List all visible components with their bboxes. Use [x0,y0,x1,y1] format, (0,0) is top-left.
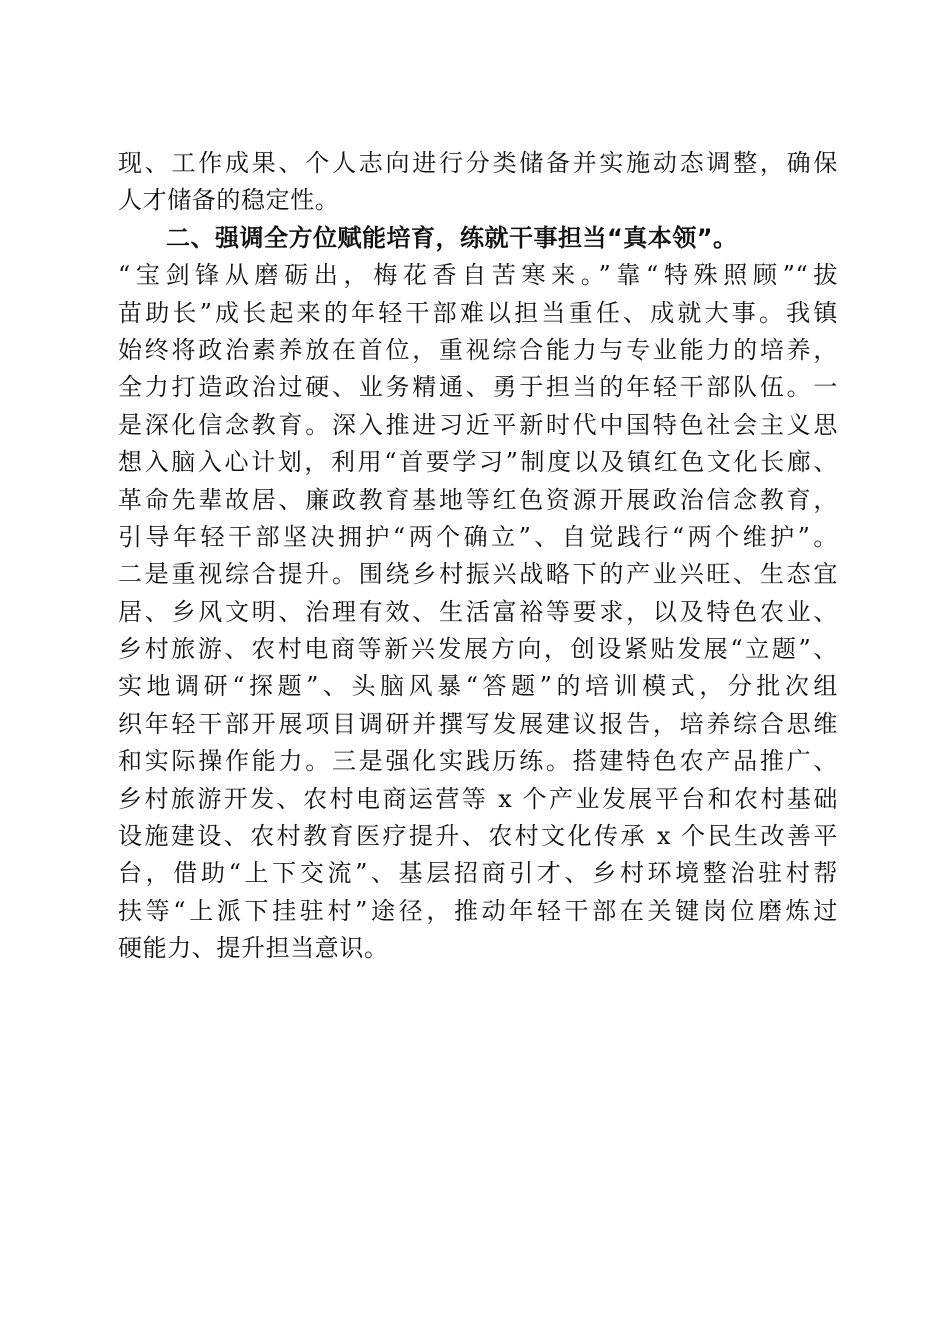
text-line: 现、工作成果、个人志向进行分类储备并实施动态调整，确保 [118,149,838,177]
text-line: 乡村旅游、农村电商等新兴发展方向，创设紧贴发展“立题”、 [118,635,838,664]
text-line: 和实际操作能力。三是强化实践历练。搭建特色农产品推广、 [118,747,838,776]
text-line: 实地调研“探题”、头脑风暴“答题”的培训模式，分批次组 [118,672,838,701]
text-line: 苗助长”成长起来的年轻干部难以担当重任、成就大事。我镇 [118,298,838,327]
text-line: 全力打造政治过硬、业务精通、勇于担当的年轻干部队伍。一 [118,373,838,402]
text-line: 二是重视综合提升。围绕乡村振兴战略下的产业兴旺、生态宜 [118,560,838,589]
text-line: 乡村旅游开发、农村电商运营等 x 个产业发展平台和农村基础 [118,784,838,813]
text-line: 居、乡风文明、治理有效、生活富裕等要求，以及特色农业、 [118,597,838,626]
text-line: 引导年轻干部坚决拥护“两个确立”、自觉践行“两个维护”。 [118,522,838,551]
text-line: “宝剑锋从磨砺出，梅花香自苦寒来。”靠“特殊照顾”“拔 [118,261,838,290]
text-line: 想入脑入心计划，利用“首要学习”制度以及镇红色文化长廊、 [118,448,838,477]
text-line: 设施建设、农村教育医疗提升、农村文化传承 x 个民生改善平 [118,822,838,851]
text-line: 革命先辈故居、廉政教育基地等红色资源开展政治信念教育， [118,485,838,514]
section-heading: 二、强调全方位赋能培育，练就干事担当“真本领”。 [166,223,738,252]
text-line: 台，借助“上下交流”、基层招商引才、乡村环境整治驻村帮 [118,859,838,888]
text-line: 扶等“上派下挂驻村”途径，推动年轻干部在关键岗位磨炼过 [118,896,838,925]
text-line: 人才储备的稳定性。 [118,186,340,215]
text-line: 织年轻干部开展项目调研并撰写发展建议报告，培养综合思维 [118,709,838,738]
body-text [118,145,838,968]
text-line: 硬能力、提升担当意识。 [118,934,389,963]
text-line: 始终将政治素养放在首位，重视综合能力与专业能力的培养， [118,335,838,364]
text-line: 是深化信念教育。深入推进习近平新时代中国特色社会主义思 [118,410,838,439]
